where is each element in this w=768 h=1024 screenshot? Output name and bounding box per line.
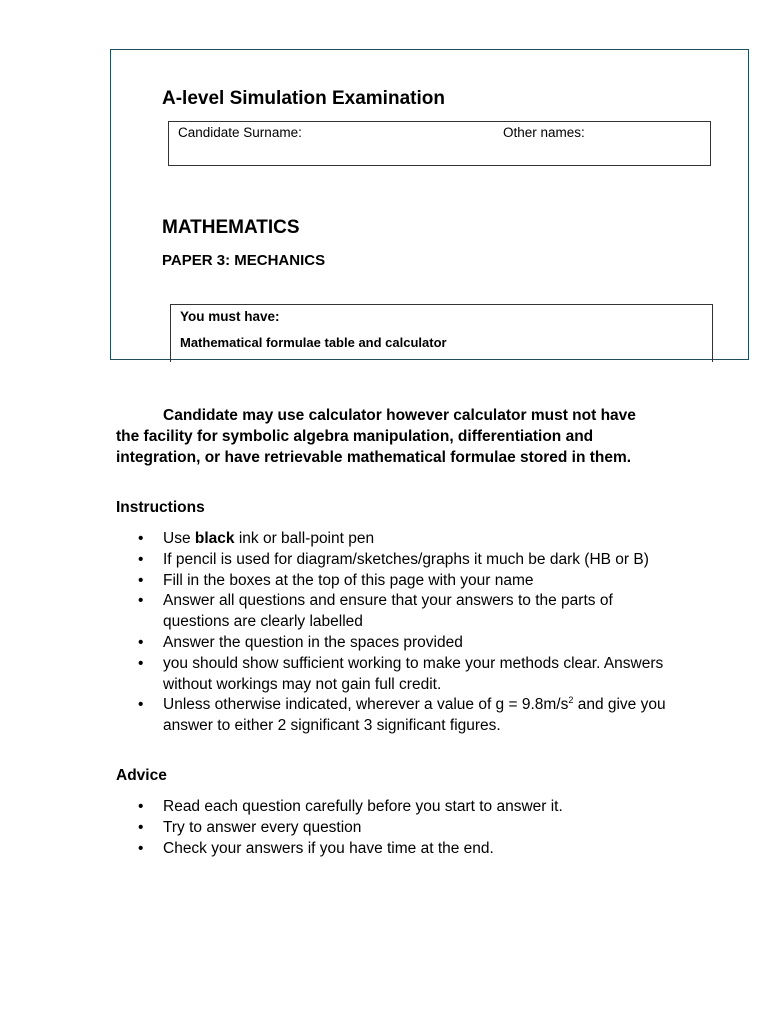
advice-heading: Advice (116, 767, 167, 784)
list-item: • Read each question carefully before you start to answer it. (116, 797, 676, 818)
list-item: • Use black ink or ball-point pen (116, 529, 676, 550)
instructions-list (116, 529, 676, 737)
candidate-surname-label: Candidate Surname: (178, 125, 302, 140)
subject-title: MATHEMATICS (162, 217, 300, 238)
emphasis-black: black (194, 530, 235, 547)
other-names-label: Other names: (503, 125, 585, 140)
exponent-superscript: 2 (568, 695, 574, 706)
paper-title: PAPER 3: MECHANICS (162, 252, 326, 269)
list-item: • If pencil is used for diagram/sketches/graphs it much be dark (HB or B) (116, 550, 676, 571)
list-item: • Unless otherwise indicated, wherever a value of $g = 9.8m/s^2$ and give you answer to either 2 significant 3 significant figures. (116, 695, 676, 737)
exam-title: A-level Simulation Examination (162, 88, 445, 109)
list-item: • you should show sufficient working to make your methods clear. Answers without workings may not gain full credit. (116, 654, 676, 696)
list-item: • Check your answers if you have time at the end. (116, 839, 676, 860)
must-have-item: Mathematical formulae table and calculator (180, 335, 447, 350)
advice-list (116, 797, 676, 859)
list-item: • Fill in the boxes at the top of this page with your name (116, 571, 676, 592)
must-have-heading: You must have: (180, 309, 280, 324)
instructions-heading: Instructions (116, 499, 205, 516)
list-item: • Answer the question in the spaces provided (116, 633, 676, 654)
list-item: • Try to answer every question (116, 818, 676, 839)
list-item: • Answer all questions and ensure that your answers to the parts of questions are clearly labelled (116, 591, 676, 633)
calculator-notice: Candidate may use calculator however calculator must not have the facility for symbolic algebra manipulation, differentiation and integration, or have retrievable mathematical formulae stored in them. (116, 407, 636, 466)
